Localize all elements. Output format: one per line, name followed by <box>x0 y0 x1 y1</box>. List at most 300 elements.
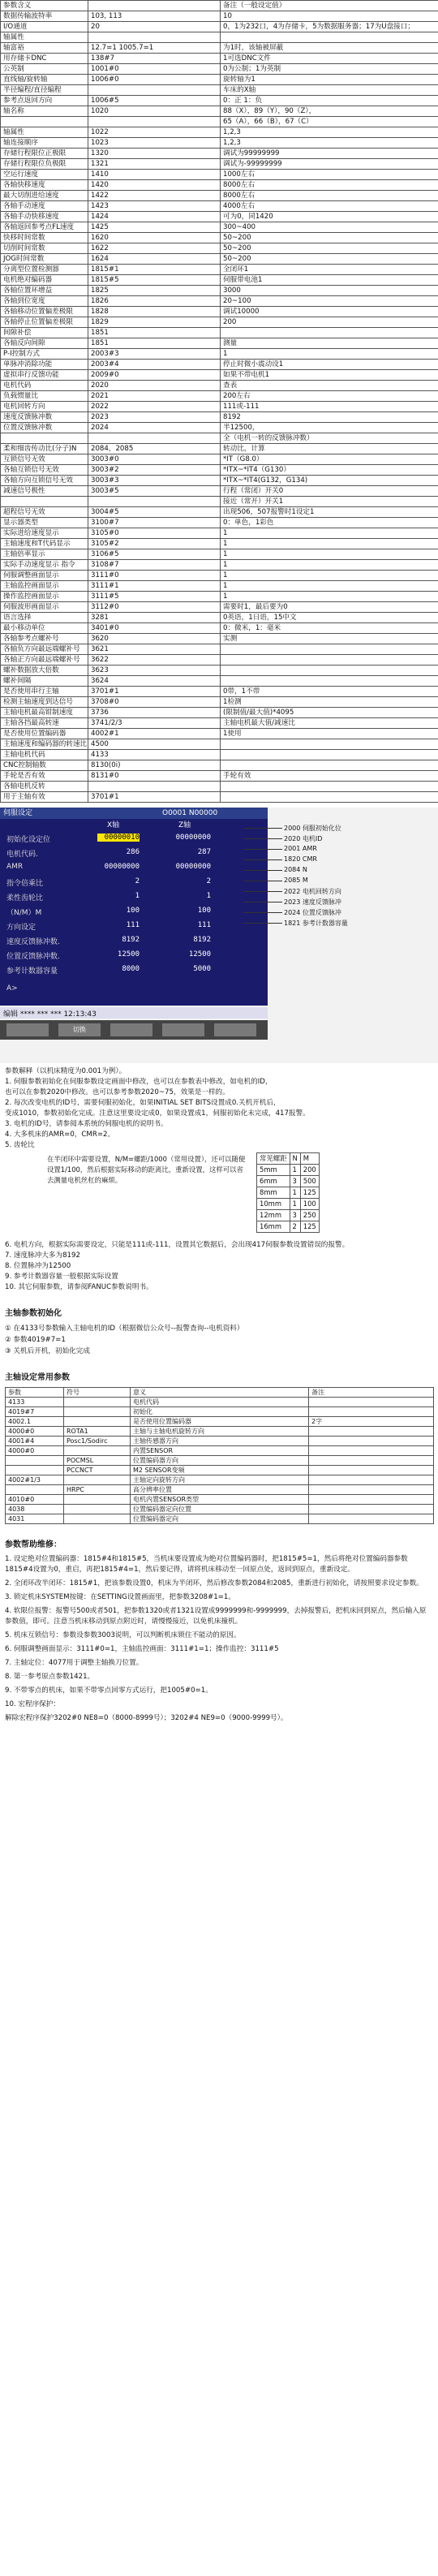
table-cell: 1622 <box>88 243 221 254</box>
table-cell <box>221 739 438 750</box>
table-cell <box>221 750 438 760</box>
table-cell: 1 <box>221 549 438 560</box>
spindle-cell <box>64 1407 131 1417</box>
table-cell: 1829 <box>88 317 221 328</box>
table-cell: 行程（常闭）开关0 <box>221 486 438 497</box>
header-cell: 参数含义 <box>1 1 88 11</box>
table-cell: 1 <box>221 571 438 581</box>
spindle-cell <box>309 1437 434 1446</box>
table-cell: 各轴快移速度 <box>1 180 88 191</box>
table-row <box>1 54 438 64</box>
gear-cell: 2 <box>290 1221 300 1233</box>
table-row <box>1 528 438 539</box>
soft-key[interactable] <box>162 1023 204 1036</box>
table-row <box>1 317 438 328</box>
explain-item: 1. 伺服参数初始化在伺服参数设定画面中修改，也可以在参数表中修改，如电机的ID， <box>5 1078 273 1086</box>
table-row <box>1 191 438 201</box>
explain-item: 也可以在参数2020中修改。也可以参考参数2020~75，效果是一样的。 <box>5 1088 230 1096</box>
table-cell <box>1 433 88 444</box>
table-cell: 接近（常开）开关1 <box>221 497 438 507</box>
z-axis-value[interactable]: 111 <box>197 921 211 929</box>
x-axis-value[interactable]: 00000000 <box>104 863 140 871</box>
table-row <box>1 212 438 222</box>
spindle-cell: 4038 <box>6 1505 64 1514</box>
gear-row <box>257 1210 320 1221</box>
annotation-line <box>243 870 282 871</box>
spindle-header-cell: 意义 <box>131 1388 309 1398</box>
table-row <box>1 391 438 402</box>
table-cell: 3003#5 <box>88 486 221 497</box>
explain-item: 8. 位置脉冲为12500 <box>5 1262 71 1270</box>
z-axis-value[interactable]: 100 <box>197 907 211 915</box>
table-cell: 3622 <box>88 655 221 666</box>
table-row <box>1 507 438 518</box>
table-row <box>1 22 438 32</box>
help-item: 4. 软限位报警：报警号500或者501，把参数1320或者1321设置成9999999和-9999999，去掉报警后，把机床回到原点，然后输入原参数值，即可。注意当机床移动到原点附近时，请慢慢接近，以免机床撞机。 <box>5 1607 427 1626</box>
table-cell: 主轴电机代码 <box>1 750 88 760</box>
table-row <box>1 233 438 243</box>
spindle-cell <box>309 1456 434 1466</box>
table-cell: 互锁信号无效 <box>1 454 88 465</box>
gear-row <box>257 1165 320 1176</box>
x-axis-value[interactable]: 12500 <box>117 950 140 958</box>
table-cell: 全（电机一转的反馈脉冲数） <box>221 433 438 444</box>
table-row <box>1 286 438 296</box>
input-prompt[interactable]: A> <box>6 984 18 993</box>
table-cell <box>88 497 221 507</box>
x-axis-value[interactable]: 100 <box>126 907 140 915</box>
table-row <box>1 771 438 782</box>
table-cell: 手轮是否有效 <box>1 771 88 782</box>
help-item: 2. 全闭环改半闭环：1815#1，把该参数设置0，机床为半闭环，然后修改参数2084和2085，重新进行初始化，请按照要求设定参数。 <box>5 1579 423 1587</box>
servo-param-label: 电机代码. <box>6 851 38 859</box>
table-cell: 10 <box>221 11 438 22</box>
table-cell: 20~100 <box>221 296 438 307</box>
table-cell: 各轴方向互锁信号无效 <box>1 476 88 486</box>
param-annotation: 2001 AMR <box>284 845 317 852</box>
table-cell: 各轴停止位置偏差极限 <box>1 317 88 328</box>
table-cell: 各轴负方向最远端螺补号 <box>1 644 88 655</box>
table-cell: 3000 <box>221 286 438 296</box>
gear-cell: 100 <box>300 1199 319 1210</box>
x-axis-value[interactable]: 111 <box>126 921 140 929</box>
gear-row <box>257 1176 320 1187</box>
z-axis-value[interactable]: 2 <box>206 877 211 885</box>
table-row <box>1 782 438 792</box>
table-cell: 1,2,3 <box>221 127 438 138</box>
table-cell: 1321 <box>88 159 221 170</box>
table-cell: 3708#0 <box>88 697 221 708</box>
gear-cell: 10mm <box>257 1199 290 1210</box>
table-row <box>1 402 438 412</box>
help-title: 参数帮助维修： <box>5 1540 62 1549</box>
table-cell: 1020 <box>88 106 221 117</box>
table-cell: 0，1为232口，4为存储卡，5为数据服务器；17为U盘接口； <box>221 22 438 32</box>
spindle-init-step: ② 参数4019#7=1 <box>5 1336 66 1344</box>
table-cell: 检测主轴速度到达信号 <box>1 697 88 708</box>
table-cell: 操作监控画面显示 <box>1 592 88 602</box>
table-cell: 2022 <box>88 402 221 412</box>
table-cell: 全闭环1 <box>221 265 438 275</box>
screen-title: 伺服设定 <box>3 809 33 817</box>
gear-ratio-block <box>5 1151 433 1240</box>
table-cell: 各轴手动快移速度 <box>1 212 88 222</box>
gear-cell: 6mm <box>257 1176 290 1187</box>
gear-cell: 8mm <box>257 1187 290 1199</box>
table-cell: 负载惯量比 <box>1 391 88 402</box>
annotation-line <box>243 923 282 924</box>
table-cell: 伺服调整画面显示 <box>1 571 88 581</box>
table-cell: 0：微米，1：毫米 <box>221 623 438 634</box>
screen-title-bar <box>0 808 268 819</box>
table-cell: *IT（G8.0） <box>221 454 438 465</box>
table-cell: 各轴返回参考点FL速度 <box>1 222 88 233</box>
x-axis-value[interactable]: 1 <box>135 892 140 900</box>
table-cell: 3004#5 <box>88 507 221 518</box>
help-item: 7. 主轴定位：4077用于调整主轴换刀位置。 <box>5 1659 144 1667</box>
table-cell: 存储行程限位负极限 <box>1 159 88 170</box>
table-cell: 3736 <box>88 708 221 718</box>
table-cell: 调试为-99999999 <box>221 159 438 170</box>
servo-param-label: 方向设定 <box>6 924 36 932</box>
gear-row <box>257 1221 320 1233</box>
help-item: 10. 宏程序保护： <box>5 1700 60 1708</box>
gear-header-row <box>257 1153 320 1165</box>
table-cell: 1006#0 <box>88 75 221 85</box>
table-row <box>1 117 438 127</box>
table-cell: 1826 <box>88 296 221 307</box>
table-cell: 1 <box>221 539 438 549</box>
spindle-cell <box>64 1495 131 1505</box>
header-cell: 备注（一般设定值） <box>221 1 438 11</box>
table-cell <box>221 644 438 655</box>
table-cell: 3108#7 <box>88 560 221 571</box>
spindle-row <box>6 1505 434 1514</box>
table-row <box>1 623 438 634</box>
table-cell: 1410 <box>88 170 221 180</box>
table-cell: 4000左右 <box>221 201 438 212</box>
gear-cell: 500 <box>300 1176 319 1187</box>
table-cell: 主轴倍率显示 <box>1 549 88 560</box>
table-cell: 虚拟串行反馈功能 <box>1 370 88 381</box>
table-cell: 3111#0 <box>88 571 221 581</box>
table-row <box>1 486 438 497</box>
table-row <box>1 444 438 454</box>
spindle-cell <box>309 1446 434 1456</box>
table-cell: 1422 <box>88 191 221 201</box>
z-axis-value[interactable]: 8192 <box>193 936 211 944</box>
annotation-line <box>243 849 282 850</box>
table-cell: 出现506，507报警时1设定1 <box>221 507 438 518</box>
table-row <box>1 96 438 106</box>
table-cell: 最小移动单位 <box>1 623 88 634</box>
table-cell: 3100#7 <box>88 518 221 528</box>
table-row <box>1 465 438 476</box>
table-cell: 138#7 <box>88 54 221 64</box>
table-cell: 主轴各挡最高转速 <box>1 718 88 729</box>
table-cell: 实际手动速度显示 指令 <box>1 560 88 571</box>
table-row <box>1 687 438 697</box>
param-annotation: 2024 位置反馈脉冲 <box>284 909 341 916</box>
spindle-cell: ROTA1 <box>64 1427 131 1437</box>
table-cell: 转动比，计算 <box>221 444 438 454</box>
soft-key[interactable] <box>6 1023 49 1036</box>
spindle-cell <box>309 1427 434 1437</box>
annotation-line <box>243 912 282 913</box>
table-cell: 电机代码 <box>1 381 88 391</box>
servo-param-label: 柔性齿轮比 <box>6 894 44 902</box>
table-cell: 20 <box>88 22 221 32</box>
servo-setting-screen <box>0 808 438 1063</box>
table-cell: 1851 <box>88 328 221 338</box>
table-cell: 1624 <box>88 254 221 265</box>
table-row <box>1 760 438 771</box>
table-row <box>1 539 438 549</box>
table-row <box>1 149 438 159</box>
explain-item: 4. 大多机床的AMR=0，CMR=2。 <box>5 1131 115 1139</box>
parameter-explanation <box>0 1063 438 1293</box>
table-cell: 调试为99999999 <box>221 149 438 159</box>
explain-title: 参数解释（以机床精度为0.001为例）。 <box>5 1067 127 1075</box>
spindle-init-step: ① 在4133号参数输入主轴电机的ID（根据微信公众号--报警查询--电机资料） <box>5 1325 244 1333</box>
spindle-init-section <box>0 1306 438 1357</box>
table-cell: 2009#0 <box>88 370 221 381</box>
gear-cell: 1 <box>290 1187 300 1199</box>
table-cell: 手轮有效 <box>221 771 438 782</box>
soft-key[interactable]: 切换 <box>58 1023 101 1036</box>
table-cell: 2020 <box>88 381 221 391</box>
table-cell: 1 <box>221 528 438 539</box>
spindle-cell <box>309 1398 434 1407</box>
table-cell: 2003#4 <box>88 360 221 370</box>
soft-key[interactable] <box>110 1023 152 1036</box>
table-row <box>1 655 438 666</box>
z-axis-value[interactable]: 1 <box>206 892 211 900</box>
z-axis-value[interactable]: 5000 <box>193 965 211 973</box>
table-cell: 1320 <box>88 149 221 159</box>
maintenance-help-section <box>0 1537 438 1724</box>
spindle-row <box>6 1446 434 1456</box>
spindle-init-title: 主轴参数初始化 <box>5 1309 62 1318</box>
gear-header-cell: N <box>290 1153 300 1165</box>
table-row <box>1 634 438 644</box>
spindle-cell <box>6 1466 64 1475</box>
table-row <box>1 275 438 286</box>
screen-body <box>0 819 268 1006</box>
table-row <box>1 750 438 760</box>
table-cell: 8131#0 <box>88 771 221 782</box>
x-axis-value[interactable]: 00000010 <box>97 834 140 842</box>
table-cell: 数据传输波特率 <box>1 11 88 22</box>
table-row <box>1 581 438 592</box>
param-annotation: 2023 速度反馈脉冲 <box>284 898 341 906</box>
table-row <box>1 560 438 571</box>
table-cell: 为1时，该轴被屏蔽 <box>221 43 438 54</box>
table-cell: 存储行程限位正极限 <box>1 149 88 159</box>
gear-cell: 125 <box>300 1221 319 1233</box>
table-row <box>1 170 438 180</box>
spindle-cell: 主轴定向旋转方向 <box>131 1475 309 1485</box>
annotation-line <box>243 828 282 829</box>
servo-param-label: （N/M）M <box>6 909 42 917</box>
table-cell: 1可选DNC文件 <box>221 54 438 64</box>
table-cell: 半12500， <box>221 423 438 433</box>
x-axis-value[interactable]: 8000 <box>122 965 140 973</box>
table-row <box>1 201 438 212</box>
spindle-cell: 4031 <box>6 1514 64 1524</box>
table-cell: 电机回转方向 <box>1 402 88 412</box>
spindle-cell <box>309 1514 434 1524</box>
table-cell: 3281 <box>88 613 221 623</box>
help-item: 8. 第一参考原点参数1421。 <box>5 1673 95 1681</box>
soft-key[interactable] <box>214 1023 256 1036</box>
table-cell: 1使用 <box>221 729 438 739</box>
table-cell: 1825 <box>88 286 221 296</box>
table-cell: 伺服波形画面显示 <box>1 602 88 613</box>
spindle-header-cell: 符号 <box>64 1388 131 1398</box>
table-cell: 柔和细齿传动比(分子)N <box>1 444 88 454</box>
table-cell: 3111#1 <box>88 581 221 592</box>
table-cell: 各轴手动速度 <box>1 201 88 212</box>
table-row <box>1 138 438 149</box>
table-cell: 各轴互锁信号无效 <box>1 465 88 476</box>
explain-item: 7. 速度脉冲大多为8192 <box>5 1251 80 1260</box>
table-cell: 3624 <box>88 676 221 687</box>
spindle-cell: Posc1/Sodirc <box>64 1437 131 1446</box>
table-cell: 1815#1 <box>88 265 221 275</box>
table-cell: 1001#0 <box>88 64 221 75</box>
table-cell: 可为0，同1420 <box>221 212 438 222</box>
table-cell: 1620 <box>88 233 221 243</box>
table-cell: 8192 <box>221 412 438 423</box>
help-item: 9. 不带零点的机床，如果不带零点回零方式运行，把1005#0=1。 <box>5 1686 213 1695</box>
param-annotation: 2022 电机回转方向 <box>284 888 341 895</box>
spindle-cell: 初始化 <box>131 1407 309 1417</box>
table-cell: 主轴电机最高钳制速度 <box>1 708 88 718</box>
z-axis-value[interactable]: 287 <box>197 848 211 856</box>
table-cell: 65（A），66（B），67（C） <box>221 117 438 127</box>
x-axis-value[interactable]: 2 <box>135 877 140 885</box>
table-cell: 2024 <box>88 423 221 433</box>
spindle-cell: 4002.1 <box>6 1417 64 1427</box>
spindle-cell: 电机内置SENSOR类型 <box>131 1495 309 1505</box>
table-cell: 0：正 1：负 <box>221 96 438 106</box>
table-cell: 1006#5 <box>88 96 221 106</box>
table-cell: CNC控制轴数 <box>1 760 88 771</box>
spindle-row <box>6 1437 434 1446</box>
table-row <box>1 708 438 718</box>
table-cell: 1851 <box>88 338 221 349</box>
spindle-row <box>6 1485 434 1495</box>
table-cell: JOG时间常数 <box>1 254 88 265</box>
table-cell: 分离型位置检测器 <box>1 265 88 275</box>
spindle-common-section <box>0 1370 438 1524</box>
x-axis-value[interactable]: 286 <box>126 848 140 856</box>
table-cell: 轴属性 <box>1 127 88 138</box>
spindle-cell <box>309 1475 434 1485</box>
table-row <box>1 296 438 307</box>
x-axis-value[interactable]: 8192 <box>122 936 140 944</box>
table-row <box>1 571 438 581</box>
table-cell: 1423 <box>88 201 221 212</box>
table-cell <box>221 676 438 687</box>
table-cell <box>88 85 221 96</box>
table-cell: 用存储卡DNC <box>1 54 88 64</box>
spindle-cell: 主轴与主轴电机旋转方向 <box>131 1427 309 1437</box>
table-cell: 轴名称 <box>1 106 88 117</box>
table-row <box>1 381 438 391</box>
spindle-row <box>6 1427 434 1437</box>
table-cell <box>221 666 438 676</box>
table-cell: 1828 <box>88 307 221 317</box>
help-item: 解除宏程序保护3202#0 NE8=0（8000-8999号）；3202#4 NE9=0（9000-9999号）。 <box>5 1714 288 1722</box>
table-cell: 各轴反向间隙 <box>1 338 88 349</box>
param-annotation: 1820 CMR <box>284 855 317 863</box>
table-cell: 停止时微小震动设1 <box>221 360 438 370</box>
spindle-cell: 电机代码 <box>131 1398 309 1407</box>
table-cell <box>221 32 438 43</box>
table-cell: 空运行速度 <box>1 170 88 180</box>
table-cell: 103, 113 <box>88 11 221 22</box>
table-cell: 旋转轴为1 <box>221 75 438 85</box>
spindle-cell <box>6 1456 64 1466</box>
table-row <box>1 729 438 739</box>
table-cell: 8130(0i) <box>88 760 221 771</box>
table-cell: 单脉冲消除功能 <box>1 360 88 370</box>
program-number: O0001 N00000 <box>162 809 218 817</box>
table-cell: 查表 <box>221 381 438 391</box>
table-cell: 快移时间常数 <box>1 233 88 243</box>
explain-item: 2. 每次改变电机的ID号，需要伺服初始化，如果INITIAL SET BITS设置成0.关机开机后， <box>5 1099 281 1107</box>
table-cell: 4002#1 <box>88 729 221 739</box>
table-cell: 各轴电机反转 <box>1 782 88 792</box>
table-cell: 50~200 <box>221 233 438 243</box>
param-annotation: 2085 M <box>284 877 308 884</box>
table-cell: 3105#0 <box>88 528 221 539</box>
explain-item: 10. 其它伺服参数，请参阅FANUC参数说明书。 <box>5 1283 153 1291</box>
param-annotation: 2000 伺服初始化位 <box>284 825 341 832</box>
table-cell: 电机绝对编码器 <box>1 275 88 286</box>
explain-item: 9. 参考计数器容量一般根据实际设置 <box>5 1273 118 1281</box>
spindle-cell: HRPC <box>64 1485 131 1495</box>
table-cell: 3112#0 <box>88 602 221 613</box>
table-cell: 调试10000 <box>221 307 438 317</box>
spindle-cell: 位置编码器定向位置 <box>131 1505 309 1514</box>
z-axis-value[interactable]: 00000000 <box>175 863 211 871</box>
x-axis-header: X轴 <box>107 821 120 829</box>
annotation-line <box>243 838 282 839</box>
table-cell: 2023 <box>88 412 221 423</box>
explain-item: 5. 齿轮比 <box>5 1141 35 1149</box>
table-cell <box>221 328 438 338</box>
table-row <box>1 106 438 117</box>
table-cell: 8000左右 <box>221 180 438 191</box>
z-axis-value[interactable]: 12500 <box>188 950 211 958</box>
table-cell: 1023 <box>88 138 221 149</box>
table-cell: 300~400 <box>221 222 438 233</box>
z-axis-value[interactable]: 00000000 <box>175 834 211 842</box>
table-cell: 1425 <box>88 222 221 233</box>
table-cell: 各轴到位宽度 <box>1 296 88 307</box>
table-cell <box>88 117 221 127</box>
table-row <box>1 423 438 433</box>
table-cell: 1 <box>221 592 438 602</box>
spindle-cell <box>64 1398 131 1407</box>
table-row <box>1 338 438 349</box>
soft-key-bar <box>0 1020 268 1040</box>
table-row <box>1 549 438 560</box>
servo-param-label: AMR <box>6 863 24 871</box>
